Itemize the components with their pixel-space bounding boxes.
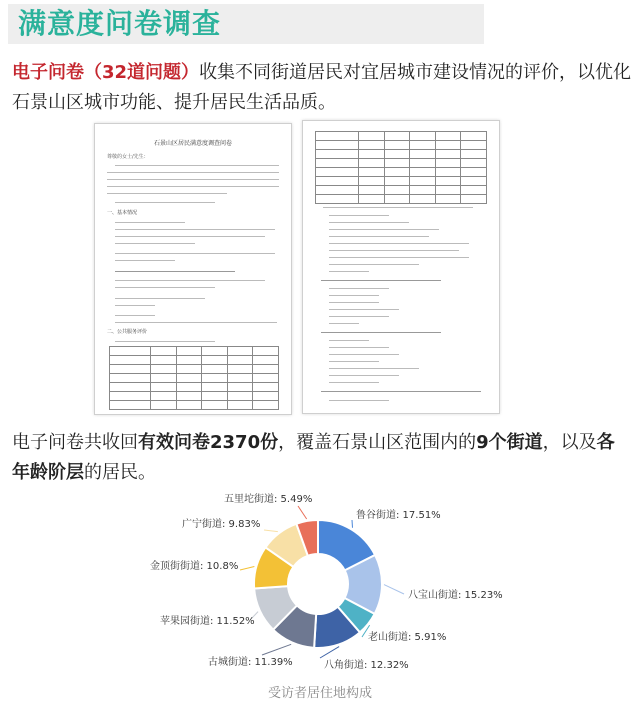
summary-text-2: ，覆盖石景山区范围内的 — [278, 432, 477, 453]
chart-caption: 受访者居住地构成 — [267, 686, 372, 701]
questionnaire-page-left — [94, 123, 292, 415]
intro-text: 收集不同街道居民对宜居城市建设情况的评价，以优化石景山区城市功能、提升居民生活品质。 — [12, 62, 632, 113]
leader-line — [240, 566, 254, 570]
residence-donut-chart — [0, 490, 640, 705]
summary-bold-age-groups: 各年龄阶层 — [12, 432, 615, 483]
slice-label: 五里坨街道: 5.49% — [224, 494, 313, 505]
summary-text-1: 电子问卷共收回 — [12, 432, 138, 453]
intro-highlight: 电子问卷（32道问题） — [12, 62, 200, 83]
leader-line — [298, 506, 307, 519]
questionnaire-section-2: 二、公共服务评价 — [107, 329, 148, 335]
summary-bold-valid-count: 有效问卷2370份 — [138, 432, 279, 453]
leader-line — [262, 644, 291, 655]
summary-paragraph — [12, 428, 632, 488]
slice-label: 老山街道: 5.91% — [368, 632, 447, 643]
questionnaire-title: 石景山区居民满意度调查问卷 — [153, 140, 232, 147]
questionnaire-left-table — [109, 346, 279, 410]
leader-line — [352, 520, 353, 528]
summary-bold-streets: 9个街道 — [476, 432, 543, 453]
questionnaire-section-1: 一、基本情况 — [107, 210, 138, 216]
slice-label: 鲁谷街道: 17.51% — [356, 510, 441, 521]
slice-label: 古城街道: 11.39% — [208, 657, 293, 668]
page-title: 满意度问卷调查 — [18, 7, 222, 40]
questionnaire-right-table — [315, 131, 487, 204]
slice-label: 八宝山街道: 15.23% — [408, 590, 503, 601]
summary-text-3: ，以及 — [542, 432, 597, 453]
leader-line — [384, 585, 404, 594]
slice-label: 八角街道: 12.32% — [324, 660, 409, 671]
questionnaire-page-right — [302, 120, 500, 414]
summary-text-4: 的居民。 — [84, 462, 156, 483]
title-band — [8, 4, 484, 44]
slice-label: 广宁街道: 9.83% — [182, 519, 261, 530]
slice-label: 金顶街街道: 10.8% — [150, 561, 239, 572]
donut-chart-svg — [0, 490, 640, 680]
leader-line — [264, 530, 278, 532]
slice-label: 苹果园街道: 11.52% — [160, 616, 255, 627]
intro-paragraph — [12, 58, 632, 118]
questionnaire-greeting: 尊敬的女士/先生： — [107, 154, 149, 160]
